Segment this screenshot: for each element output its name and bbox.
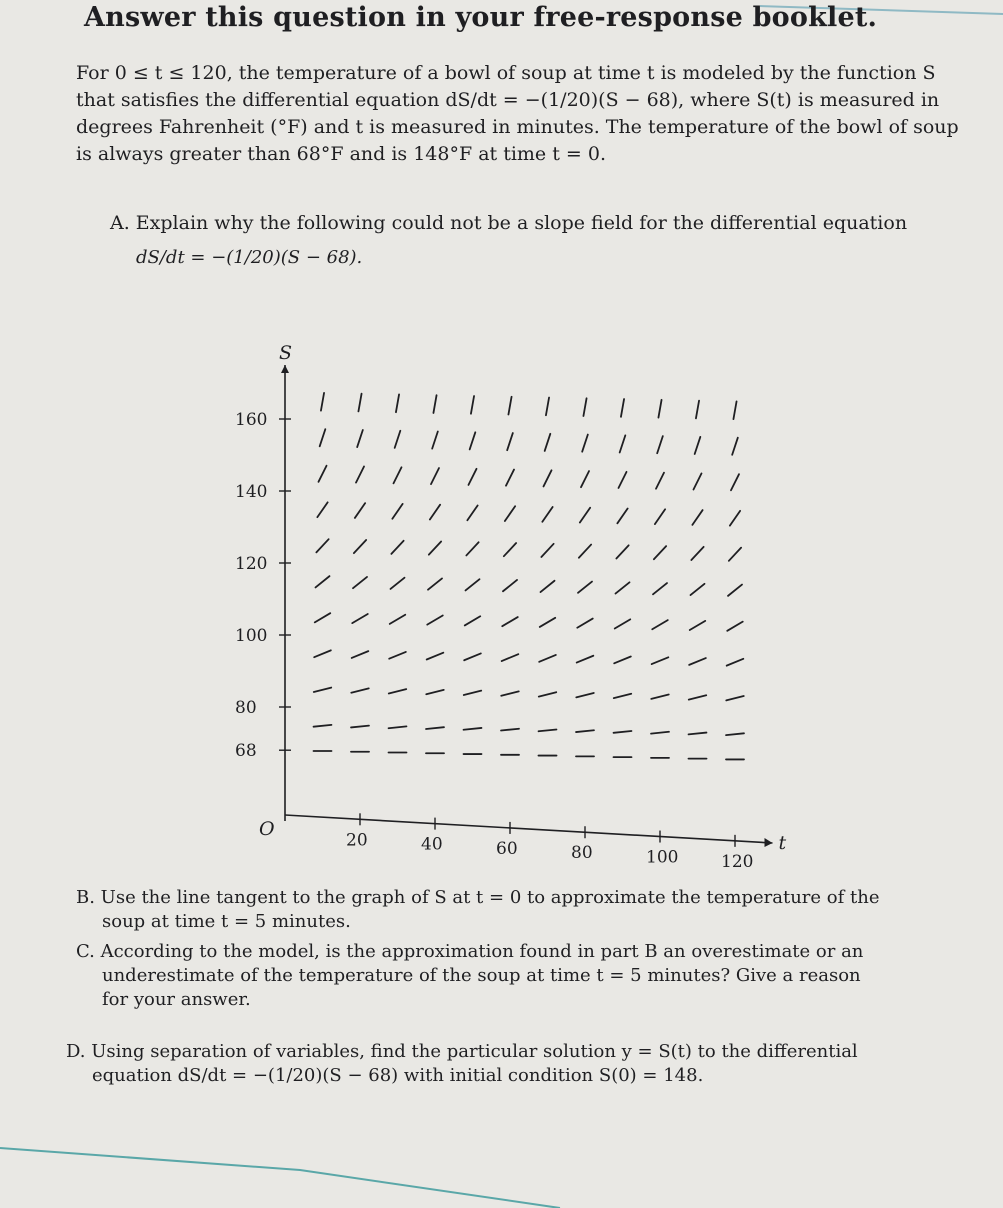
slope-segment xyxy=(695,437,701,454)
slope-segment xyxy=(471,396,474,414)
slope-segment xyxy=(503,580,517,591)
slope-segment xyxy=(393,467,401,483)
slope-segment xyxy=(726,696,743,700)
slope-segment xyxy=(353,577,367,588)
slope-segment xyxy=(505,506,515,521)
slope-segment xyxy=(576,693,593,697)
slope-segment xyxy=(614,694,631,698)
slope-segment xyxy=(653,583,667,594)
slope-segment xyxy=(501,691,518,695)
slope-segment xyxy=(352,651,369,658)
part-d-line-1: D. Using separation of variables, find the particular solution y = S(t) to the differential xyxy=(66,1041,858,1062)
slope-segment xyxy=(689,695,706,699)
slope-segment xyxy=(546,398,549,416)
slope-segment xyxy=(580,508,590,523)
slope-segment xyxy=(315,576,329,587)
slope-segment xyxy=(579,545,591,558)
t-tick-label: 120 xyxy=(721,851,754,872)
s-tick-label: 100 xyxy=(235,626,268,646)
slope-segment xyxy=(614,657,631,664)
slope-segment xyxy=(690,621,706,630)
slope-segment xyxy=(432,432,438,449)
slope-segment xyxy=(470,432,476,449)
slope-segment xyxy=(317,502,327,517)
t-axis-label: t xyxy=(778,832,787,854)
s-tick-label: 120 xyxy=(235,554,268,574)
slope-segment xyxy=(389,652,406,659)
slope-segment xyxy=(731,474,739,490)
slope-segment xyxy=(465,579,479,590)
slope-segment xyxy=(502,617,518,626)
slope-segment xyxy=(314,688,331,692)
intro-line-2: that satisfies the differential equation dS/dt = −(1/20)(S − 68), where S(t) is measured in xyxy=(76,89,940,111)
part-b-line-1: B. Use the line tangent to the graph of S at t = 0 to approximate the temperature of the xyxy=(76,887,880,908)
slope-segment xyxy=(693,473,701,489)
slope-segment xyxy=(501,729,519,731)
slope-segment xyxy=(689,733,707,735)
slope-segment xyxy=(543,470,551,486)
slope-segment xyxy=(351,726,369,728)
slope-segment xyxy=(729,548,741,561)
slope-segment xyxy=(730,511,740,526)
slope-segment xyxy=(465,616,481,625)
slope-segment xyxy=(539,692,556,696)
slope-segment xyxy=(321,393,324,411)
slope-segment xyxy=(468,469,476,485)
slope-segment xyxy=(728,585,742,596)
slope-segment xyxy=(539,729,557,731)
slope-segment xyxy=(727,622,743,631)
slope-segment xyxy=(355,503,365,518)
s-tick-label: 68 xyxy=(235,741,257,762)
t-tick-label: 80 xyxy=(571,843,593,864)
slope-segment xyxy=(466,542,478,555)
slope-segment xyxy=(654,546,666,559)
slope-segment xyxy=(690,584,704,595)
slope-segment xyxy=(464,653,481,660)
part-d xyxy=(66,1040,926,1088)
slope-segment xyxy=(576,730,594,732)
part-a xyxy=(110,210,950,236)
intro-line-1: For 0 ≤ t ≤ 120, the temperature of a bowl of soup at time t is modeled by the function S xyxy=(76,62,936,84)
slope-segment xyxy=(582,435,588,452)
slope-segment xyxy=(696,401,699,419)
slope-segment xyxy=(614,731,632,733)
slope-segment xyxy=(617,509,627,524)
slope-segment xyxy=(578,582,592,593)
slope-segment xyxy=(657,436,663,453)
slope-segment xyxy=(651,732,669,734)
slope-segment xyxy=(426,690,443,694)
slope-segment xyxy=(356,466,364,482)
slope-segment xyxy=(577,619,593,628)
slope-segment xyxy=(429,541,441,554)
slope-segment xyxy=(620,435,626,452)
slope-segment xyxy=(618,472,626,488)
slope-segment xyxy=(396,394,399,412)
slope-field-plot xyxy=(230,342,810,890)
slope-segment xyxy=(315,613,331,622)
s-axis-label: S xyxy=(279,342,293,364)
slope-segment xyxy=(390,578,404,589)
slope-segment xyxy=(542,507,552,522)
slope-segment xyxy=(354,540,366,553)
slope-segment xyxy=(508,397,511,415)
slope-segment xyxy=(504,543,516,556)
page-header: Answer this question in your free-response booklet. xyxy=(84,2,878,33)
slope-segment xyxy=(621,399,624,417)
slope-segment xyxy=(539,655,556,662)
slope-segment xyxy=(726,733,744,735)
slope-segment xyxy=(352,614,368,623)
t-tick-label: 40 xyxy=(421,834,443,855)
slope-segment xyxy=(615,619,631,628)
slope-segment xyxy=(316,539,328,552)
t-axis-arrow xyxy=(765,838,773,847)
problem-intro xyxy=(76,60,981,168)
slope-segment xyxy=(541,544,553,557)
slope-segment xyxy=(652,657,669,664)
slope-segment xyxy=(390,615,406,624)
origin-label: O xyxy=(259,818,275,840)
slope-segment xyxy=(616,545,628,558)
slope-segment xyxy=(428,578,442,589)
slope-segment xyxy=(357,430,363,447)
slope-segment xyxy=(615,582,629,593)
slope-segment xyxy=(583,398,586,416)
slope-segment xyxy=(545,434,551,451)
s-tick-label: 160 xyxy=(235,410,268,430)
intro-line-3: degrees Fahrenheit (°F) and t is measured in minutes. The temperature of the bowl of soup xyxy=(76,116,959,138)
slope-segment xyxy=(732,438,738,455)
slope-segment xyxy=(689,658,706,665)
slope-segment xyxy=(320,429,326,446)
slope-segment xyxy=(691,547,703,560)
t-tick-label: 100 xyxy=(646,847,679,868)
slope-segment xyxy=(392,504,402,519)
slope-segment xyxy=(656,473,664,489)
slope-segment xyxy=(395,431,401,448)
slope-field-figure xyxy=(230,342,810,894)
slope-segment xyxy=(651,695,668,699)
slope-segment xyxy=(427,616,443,625)
slope-segment xyxy=(391,541,403,554)
part-c-line-3: for your answer. xyxy=(102,989,251,1010)
part-c-line-1: C. According to the model, is the approximation found in part B an overestimate or an xyxy=(76,941,864,962)
part-b-line-2: soup at time t = 5 minutes. xyxy=(102,911,351,932)
bottom-teal-rule xyxy=(0,1130,1003,1208)
part-a-text: A. Explain why the following could not be a slope field for the differential equation xyxy=(110,212,908,234)
slope-segment xyxy=(389,726,407,728)
slope-segment xyxy=(692,510,702,525)
slope-segment xyxy=(507,433,513,450)
t-tick-label: 20 xyxy=(346,830,368,851)
s-axis-arrow xyxy=(281,365,289,373)
slope-segment xyxy=(655,509,665,524)
s-tick-label: 140 xyxy=(235,482,268,502)
slope-segment xyxy=(540,618,556,627)
intro-line-4: is always greater than 68°F and is 148°F at time t = 0. xyxy=(76,143,606,165)
part-d-line-2: equation dS/dt = −(1/20)(S − 68) with initial condition S(0) = 148. xyxy=(92,1065,704,1086)
slope-segment xyxy=(314,725,332,727)
slope-segment xyxy=(577,656,594,663)
slope-segment xyxy=(314,650,331,657)
slope-segment xyxy=(506,470,514,486)
slope-segment xyxy=(431,468,439,484)
slope-segment xyxy=(464,728,482,730)
slope-segment xyxy=(652,620,668,629)
slope-segment xyxy=(467,505,477,520)
part-c xyxy=(76,940,936,1012)
slope-segment xyxy=(430,505,440,520)
part-b xyxy=(76,886,936,934)
part-a-equation: dS/dt = −(1/20)(S − 68). xyxy=(136,247,363,268)
slope-segment xyxy=(502,654,519,661)
slope-segment xyxy=(389,689,406,693)
slope-segment xyxy=(540,581,554,592)
slope-segment xyxy=(426,727,444,729)
part-c-line-2: underestimate of the temperature of the soup at time t = 5 minutes? Give a reason xyxy=(102,965,861,986)
slope-segment xyxy=(318,466,326,482)
t-tick-label: 60 xyxy=(496,838,518,859)
slope-segment xyxy=(658,400,661,418)
slope-segment xyxy=(727,659,744,666)
slope-segment xyxy=(351,688,368,692)
slope-segment xyxy=(358,394,361,412)
slope-segment xyxy=(733,401,736,419)
slope-segment xyxy=(433,395,436,413)
slope-segment xyxy=(427,653,444,660)
s-tick-label: 80 xyxy=(235,698,257,718)
slope-segment xyxy=(581,471,589,487)
slope-segment xyxy=(464,691,481,695)
